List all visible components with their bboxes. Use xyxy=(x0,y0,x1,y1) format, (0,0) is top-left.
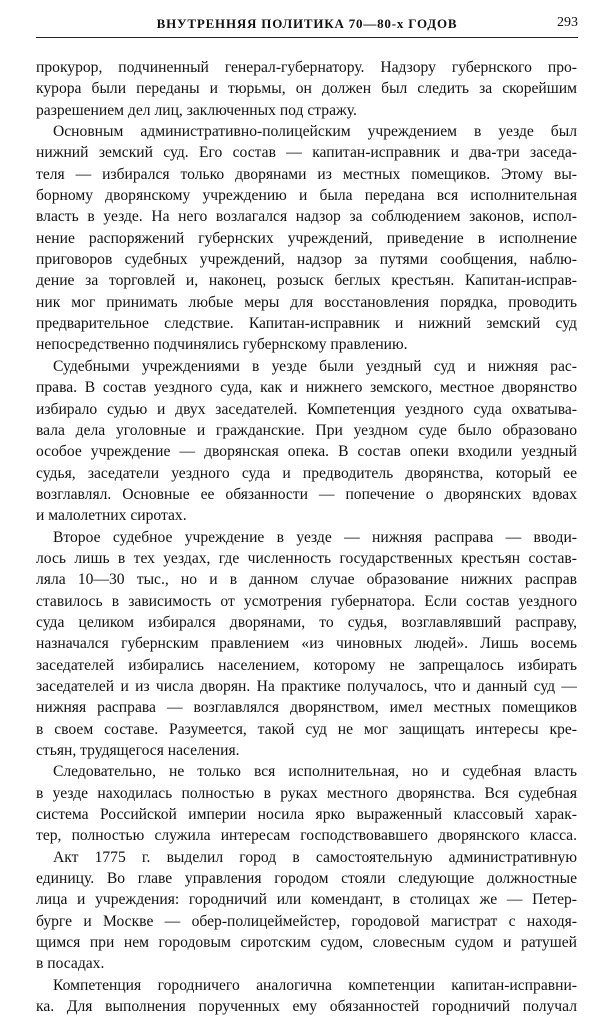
page-number: 293 xyxy=(557,15,578,30)
text-line: Компетенция городничего аналогична компетенции капитан-исправни- xyxy=(53,976,577,994)
text-line: тер, полностью служила интересам господствовавшего дворянского класса. xyxy=(36,827,577,845)
text-line: права. В состав уездного суда, как и нижнего земского, местное дворянство xyxy=(36,379,577,397)
paragraph xyxy=(36,527,577,762)
text-line: вала дела уголовные и гражданские. При уездном суде было образовано xyxy=(36,421,577,439)
text-line: лица и учреждения: городничий или комендант, в столицах же — Петер- xyxy=(36,891,577,909)
text-line: единицу. Во главе управления городом стояли следующие должностные xyxy=(36,870,577,888)
text-line: Судебными учреждениями в уезде были уездный суд и нижняя рас- xyxy=(53,357,577,375)
text-line: нижняя расправа — возглавлялся дворянством, имел местных помещиков xyxy=(36,699,577,717)
text-line: курора были переданы и тюрьмы, он должен был следить за скорейшим xyxy=(36,80,577,98)
text-line: система Российской империи носила ярко выраженный классовый харак- xyxy=(36,806,577,824)
text-line: нение распоряжений губернских учреждений, приведение в исполнение xyxy=(36,229,577,247)
text-line: избирало судью и двух заседателей. Компетенция уездного суда охватыва- xyxy=(36,400,577,418)
text-line: приговоров судебных учреждений, надзор за путями сообщения, наблю- xyxy=(36,251,577,269)
text-line: в уезде находилась полностью в руках местного дворянства. Вся судебная xyxy=(36,784,577,802)
text-line: Следовательно, не только вся исполнительная, но и судебная власть xyxy=(53,763,577,781)
running-header xyxy=(36,13,578,38)
text-line: особое учреждение — дворянская опека. В состав опеки входили уездный xyxy=(36,443,577,461)
text-line: возглавлял. Основные ее обязанности — попечение о дворянских вдовах xyxy=(36,485,577,503)
paragraph xyxy=(36,975,577,1017)
text-line: борному дворянскому учреждению и была передана вся исполнительная xyxy=(36,187,577,205)
paragraph xyxy=(36,356,577,527)
text-line: в посадах. xyxy=(36,955,105,973)
text-line: дение за торговлей и, наконец, розыск беглых крестьян. Капитан-исправ- xyxy=(36,272,577,290)
text-line: непосредственно подчинялись губернскому правлению. xyxy=(36,336,408,354)
text-line: заседателей и из числа дворян. На практике получалось, что и данный суд — xyxy=(36,677,577,695)
text-line: Акт 1775 г. выделил город в самостоятельную административную xyxy=(53,848,577,866)
text-line: суда целиком избирался дворянами, то судья, возглавлявший расправу, xyxy=(36,613,577,631)
paragraph xyxy=(36,847,577,975)
text-line: стьян, трудящегося населения. xyxy=(36,742,240,759)
body-text xyxy=(36,57,577,1017)
text-line: прокурор, подчиненный генерал-губернатору. Надзору губернского про- xyxy=(36,59,577,76)
text-line: ставилось в зависимость от усмотрения губернатора. Если состав уездного xyxy=(36,592,577,610)
text-line: бурге и Москве — обер-полицеймейстер, городовой магистрат с находя- xyxy=(36,912,577,930)
text-line: власть в уезде. На него возлагался надзор за соблюдением законов, испол- xyxy=(36,208,577,226)
text-line: разрешением дел лиц, заключенных под стражу. xyxy=(36,101,357,119)
text-line: в своем составе. Разумеется, такой суд не мог защищать интересы кре- xyxy=(36,720,577,738)
paragraph xyxy=(36,57,577,121)
paragraph xyxy=(36,121,577,356)
text-line: щимся при нем городовым сиротским судом, словесным судом и ратушей xyxy=(36,934,577,952)
text-line: назначался губернским правлением «из чиновных людей». Лишь восемь xyxy=(36,635,577,653)
text-line: теля — избирался только дворянами из местных помещиков. Этому вы- xyxy=(36,165,577,183)
text-line: заседателей избирались населением, которому не запрещалось избирать xyxy=(36,656,577,674)
running-title: ВНУТРЕННЯЯ ПОЛИТИКА 70—80-х ГОДОВ xyxy=(156,16,458,31)
paragraph xyxy=(36,761,577,846)
text-line: и малолетних сиротах. xyxy=(36,507,187,525)
text-line: ка. Для выполнения порученных ему обязанностей городничий получал xyxy=(36,998,577,1016)
text-line: Второе судебное учреждение в уезде — нижняя расправа — вводи- xyxy=(53,528,577,546)
text-line: лось лишь в тех уездах, где численность государственных крестьян состав- xyxy=(36,549,577,567)
text-line: судья, заседатели уездного суда и предводитель дворянства, который ее xyxy=(36,464,577,482)
text-line: ник мог принимать любые меры для восстановления порядка, проводить xyxy=(36,293,577,311)
text-line: Основным административно-полицейским учреждением в уезде был xyxy=(53,123,577,141)
text-line: ляла 10—30 тыс., но и в данном случае образование нижних расправ xyxy=(36,571,577,589)
text-line: нижний земский суд. Его состав — капитан-исправник и два-три заседа- xyxy=(36,144,577,162)
text-line: предварительное следствие. Капитан-исправник и нижний земский суд xyxy=(36,315,577,333)
